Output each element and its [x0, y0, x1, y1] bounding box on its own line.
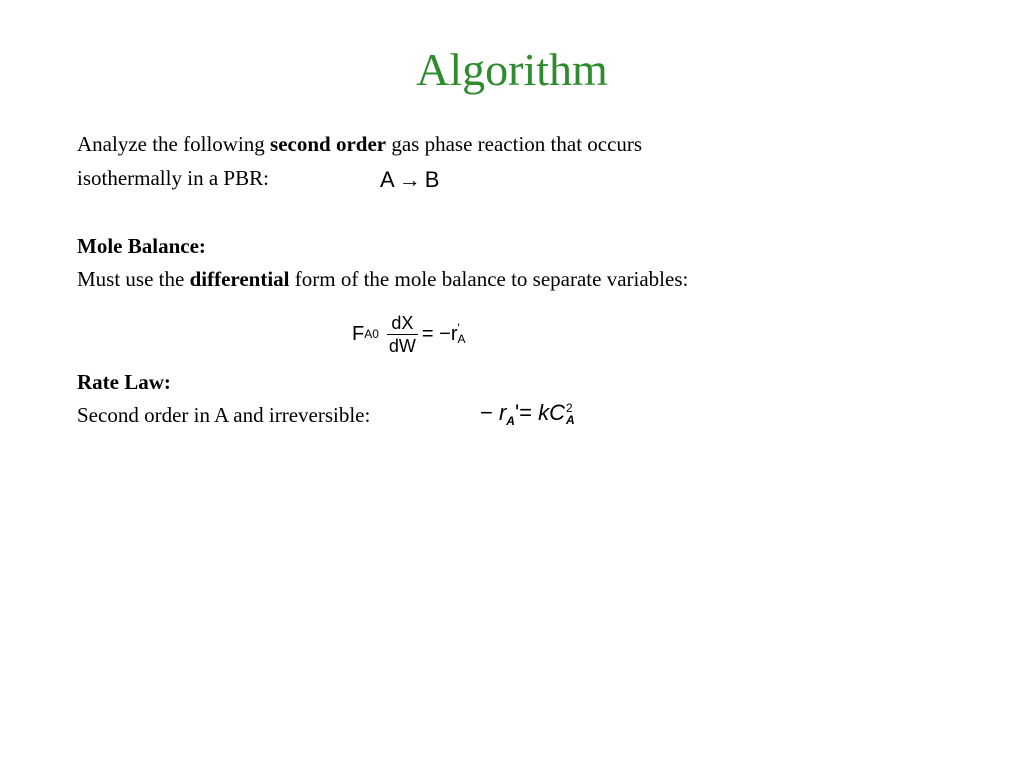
intro-line-2: isothermally in a PBR: — [77, 166, 269, 190]
eq-denominator: dW — [388, 335, 416, 356]
eq-rhs: = −r — [421, 322, 458, 345]
eq-fraction — [387, 312, 418, 357]
mole-balance-bold-term: differential — [189, 267, 290, 291]
mole-balance-part2: form of the mole balance to separate variables: — [289, 267, 689, 291]
eq-F-sub: A0 — [364, 327, 379, 341]
rate-minus: − — [480, 400, 499, 425]
product: B — [424, 167, 440, 192]
mole-balance-equation — [352, 306, 466, 362]
intro-text-part1: Analyze the following — [77, 132, 271, 156]
rate-mid: '= — [514, 400, 539, 425]
intro-line-1 — [77, 130, 642, 158]
eq-rhs-prime: ' — [457, 321, 460, 335]
mole-balance-part1: Must use the — [77, 267, 190, 291]
rate-r: r — [498, 400, 507, 425]
reactant: A — [380, 167, 395, 192]
rate-C-sub: A — [566, 413, 575, 428]
arrow-icon: → — [398, 167, 421, 192]
rate-r-sub: A — [506, 414, 515, 428]
slide-title: Algorithm — [416, 44, 608, 95]
rate-C: C — [549, 400, 566, 425]
rate-law-heading: Rate Law: — [77, 370, 171, 394]
rate-C-sup: 2 — [566, 401, 573, 416]
intro-text-part2: gas phase reaction that occurs — [386, 132, 643, 156]
eq-rhs-sub: A — [457, 332, 466, 346]
rate-C-supsub — [566, 402, 575, 426]
mole-balance-text — [77, 265, 688, 293]
eq-numerator: dX — [391, 312, 414, 333]
rate-law-equation — [480, 398, 575, 436]
rate-law-text: Second order in A and irreversible: — [77, 403, 371, 427]
eq-F: F — [352, 322, 365, 345]
rate-k: k — [538, 400, 550, 425]
reaction-equation — [380, 166, 439, 194]
mole-balance-heading: Mole Balance: — [77, 234, 206, 258]
intro-bold-term: second order — [270, 132, 387, 156]
